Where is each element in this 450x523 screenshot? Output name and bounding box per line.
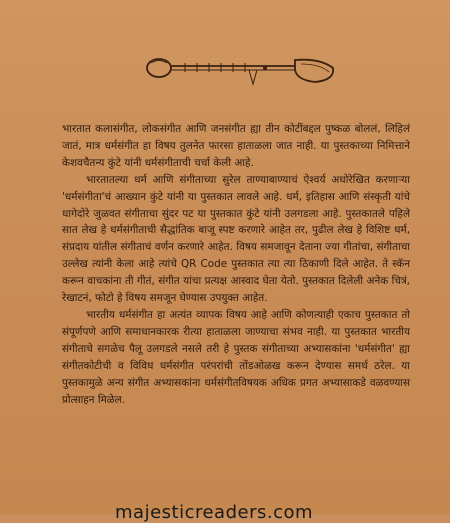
paragraph-3: भारतीय धर्मसंगीत हा अत्यंत व्यापक विषय आहे आणि कोणत्याही एकाच पुस्तकात तो संपूर्णपणे आणि समाधानकारक रीत्या हाताळला जाण्याचा संभव नाही. या पुस्तकात भारतीय संगीताचे सगळेच पैलू उलगडले नसले तरी हे पुस्तक संगीताच्या अभ्यासकांना 'धर्मसंगीत' ह्या संगीतकोटीची व विविध धर्मसंगीत परंपरांची तोंडओळख करून देण्यास समर्थ ठरेल. या पुस्तकामुळे अन्य संगीत अभ्यासकांना धर्मसंगीतविषयक अधिक प्रगत अभ्यासाकडे वळवण्यास प्रोत्साहन मिळेल. xyxy=(62,308,410,406)
watermark: majesticreaders.com xyxy=(115,502,314,523)
description-text xyxy=(62,121,410,408)
paragraph-1: भारतात कलासंगीत, लोकसंगीत आणि जनसंगीत ह्या तीन कोटींबद्दल पुष्कळ बोललं, लिहिलं जातं, मात्र धर्मसंगीत हा विषय तुलनेत फारसा हाताळला जात नाही. या पुस्तकाच्या निमित्ताने केशवचैतन्य कुंटे यांनी धर्मसंगीताची चर्चा केली आहे. xyxy=(62,123,410,169)
veena-icon xyxy=(145,54,341,90)
paragraph-2: भारतातल्या धर्म आणि संगीताच्या सुरेल ताण्याबाण्याचं ऐश्वर्य अधोरेखित करणाऱ्या 'धर्मसंगीता'चं आख्यान कुंटे यांनी या पुस्तकात लावले आहे. धर्म, इतिहास आणि संस्कृती यांचे धागेदोरे जुळवत संगीताचा सुंदर पट या पुस्तकात कुंटे यांनी उलगडला आहे. पुस्तकातले पहिले सात लेख हे धर्मसंगीताची सैद्धांतिक बाजू स्पष्ट करणारे आहेत तर, पुढील लेख हे विशिष्ट धर्म, संप्रदाय यांतील संगीताचं वर्णन करणारे आहेत. विषय समजावून देताना ज्या गीतांचा, संगीताचा उल्लेख त्यांनी केला आहे त्यांचे QR Code पुस्तकात त्या त्या ठिकाणी दिले आहेत. ते स्कॅन करून वाचकांना ती गीतं, संगीत यांचा प्रत्यक्ष आस्वाद घेता येतो. पुस्तकात दिलेली अनेक चित्रं, रेखाटनं, फोटो हे विषय समजून घेण्यास उपयुक्त आहेत. xyxy=(62,173,410,305)
